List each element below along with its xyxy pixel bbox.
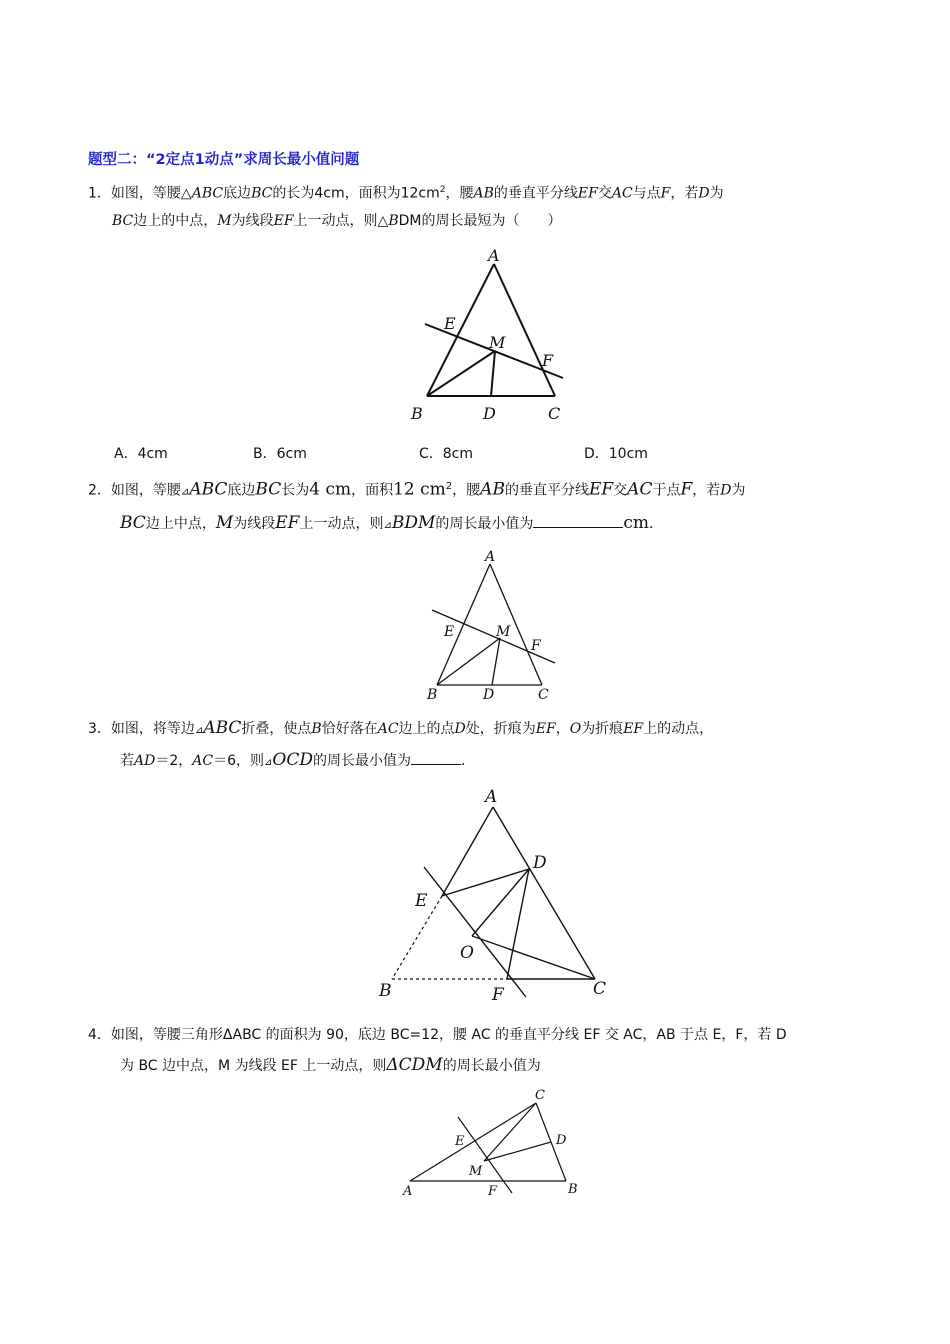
q4-label-m: M [469,1164,483,1179]
q1-option-c[interactable]: C．8cm [419,446,474,462]
q4-label-f: F [488,1184,498,1199]
q1-side-ac [494,264,555,396]
q3-label-e: E [415,891,428,911]
q4-label-a: A [403,1184,413,1199]
q3-line1: 3．如图，将等边⊿ABC折叠，使点B恰好落在AC边上的点D处，折痕为EF，O为折痕EF上的动点， [88,718,714,738]
q2-figure [418,546,568,706]
q4-label-c: C [535,1088,545,1103]
q2-label-c: C [538,687,549,703]
q2-label-a: A [485,549,496,565]
q2-segment-md [492,638,500,685]
q3-line2: 若AD＝2，AC＝6，则⊿OCD的周长最小值为 ． [120,750,475,770]
q4-segment-cm [484,1103,536,1161]
q2-label-f: F [531,638,541,654]
q1-side-ab [427,264,494,396]
q2-label-m: M [496,624,511,640]
q3-segment-do [472,869,529,936]
q2-label-b: B [427,687,438,703]
q3-label-c: C [593,979,607,999]
q4-line1: 4．如图，等腰三角形ΔABC 的面积为 90，底边 BC=12，腰 AC 的垂直平分线 EF 交 AC，AB 于点 E，F，若 D [88,1027,787,1043]
q1-line2: BC边上的中点，M为线段EF上一动点，则△BDM的周长最短为（ ） [112,213,562,229]
q4-segment-md [484,1142,551,1161]
q3-label-b: B [379,981,392,1001]
q1-option-d[interactable]: D．10cm [584,446,648,462]
q4-figure [398,1083,588,1203]
q4-line2: 为 BC 边中点，M 为线段 EF 上一动点，则ΔCDM的周长最小值为 [120,1055,541,1075]
q3-answer-blank[interactable] [411,750,461,765]
q3-label-f: F [492,985,504,1005]
q1-label-d: D [483,404,496,423]
q3-label-a: A [485,787,498,807]
q2-line2: BC边上中点，M为线段EF上一动点，则⊿BDM的周长最小值为 cm． [120,513,664,533]
q1-option-b[interactable]: B．6cm [253,446,307,462]
q1-segment-bm [427,351,495,396]
q2-answer-blank[interactable] [533,513,623,528]
section-title: 题型二：“2定点1动点”求周长最小值问题 [88,152,360,168]
q3-label-d: D [533,853,547,873]
q4-label-b: B [568,1182,578,1197]
q1-label-e: E [444,314,456,333]
q1-label-a: A [488,246,500,265]
q1-figure [405,242,585,428]
q4-label-d: D [556,1133,567,1148]
q1-label-b: B [411,404,423,423]
q3-label-o: O [460,943,474,963]
q1-label-c: C [548,404,561,423]
q2-segment-bm [437,638,500,685]
q1-label-m: M [489,333,506,352]
q4-label-e: E [455,1134,465,1149]
q3-segment-oc [472,936,595,979]
q3-figure [370,782,620,1008]
q1-label-f: F [542,351,554,370]
q1-segment-md [491,351,495,396]
q1-option-a[interactable]: A．4cm [114,446,168,462]
q1-line1: 1．如图，等腰△ABC底边BC的长为4cm，面积为$12cm^2$，腰AB的垂直平分线EF交AC与点F，若D为 [88,185,724,202]
q3-segment-df [507,869,529,979]
q2-line1: 2．如图，等腰⊿ABC底边BC长为4 cm，面积12 $cm^2$，腰AB的垂直平分线EF交AC于点F，若D为 [88,479,746,500]
q2-label-d: D [483,687,495,703]
q2-label-e: E [444,624,455,640]
